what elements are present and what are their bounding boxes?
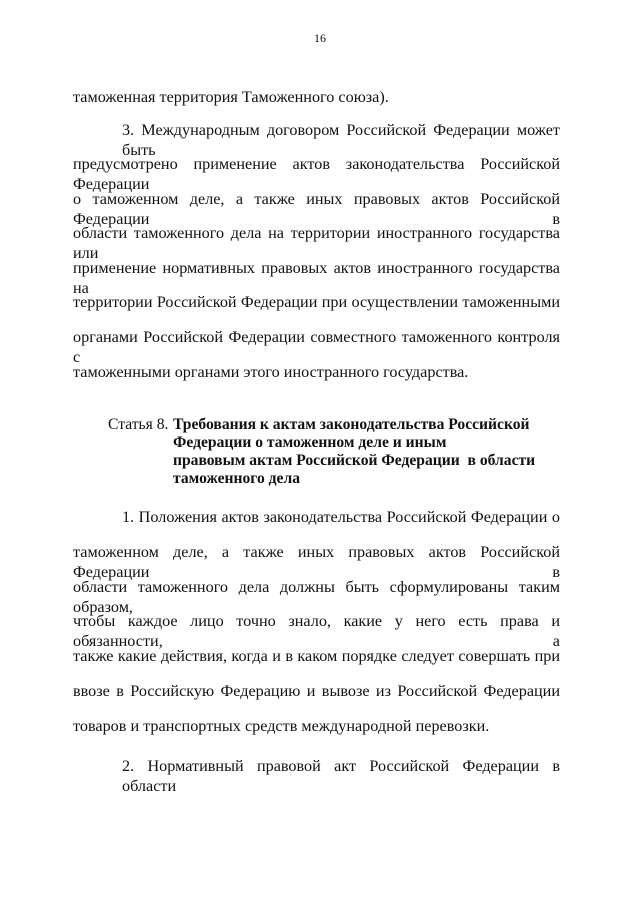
paragraph-3-line: применение нормативных правовых актов иностранного государства на: [73, 259, 560, 297]
paragraph-1-line: таможенном деле, а также иных правовых актов Российской Федерации в: [73, 543, 560, 581]
paragraph-2-line: 2. Нормативный правовой акт Российской Федерации в области: [122, 757, 560, 795]
paragraph-1-line: ввозе в Российскую Федерацию и вывозе из Российской Федерации: [73, 682, 560, 700]
article-title-line: Требования к актам законодательства Российской: [173, 416, 530, 433]
paragraph-1-line: чтобы каждое лицо точно знало, какие у него есть права и обязанности, а: [73, 612, 560, 650]
article-label: Статья 8.: [108, 416, 169, 433]
article-title: [173, 416, 535, 488]
paragraph-3-line: территории Российской Федерации при осуществлении таможенными: [73, 293, 560, 311]
paragraph-1-line: области таможенного дела должны быть сформулированы таким образом,: [73, 578, 560, 616]
article-title-line: таможенного дела: [173, 470, 301, 487]
paragraph-3-line: 3. Международным договором Российской Федерации может быть: [122, 121, 560, 159]
paragraph-3-line: области таможенного дела на территории иностранного государства или: [73, 224, 560, 262]
paragraph-3-line: органами Российской Федерации совместного таможенного контроля с: [73, 328, 560, 366]
paragraph-1-line: 1. Положения актов законодательства Российской Федерации о: [122, 508, 560, 526]
paragraph-3-line: таможенными органами этого иностранного государства.: [73, 363, 469, 381]
paragraph-3-line: о таможенном деле, а также иных правовых актов Российской Федерации в: [73, 190, 560, 228]
paragraph-1-line: товаров и транспортных средств международной перевозки.: [73, 717, 490, 735]
paragraph-3-line: предусмотрено применение актов законодательства Российской Федерации: [73, 155, 560, 193]
text-line: таможенная территория Таможенного союза).: [73, 88, 389, 106]
page-number: 16: [314, 31, 326, 45]
article-title-line: Федерации о таможенном деле и иным: [173, 434, 447, 451]
paragraph-1-line: также какие действия, когда и в каком порядке следует совершать при: [73, 647, 560, 665]
article-title-line: правовым актам Российской Федерации в области: [173, 452, 536, 469]
